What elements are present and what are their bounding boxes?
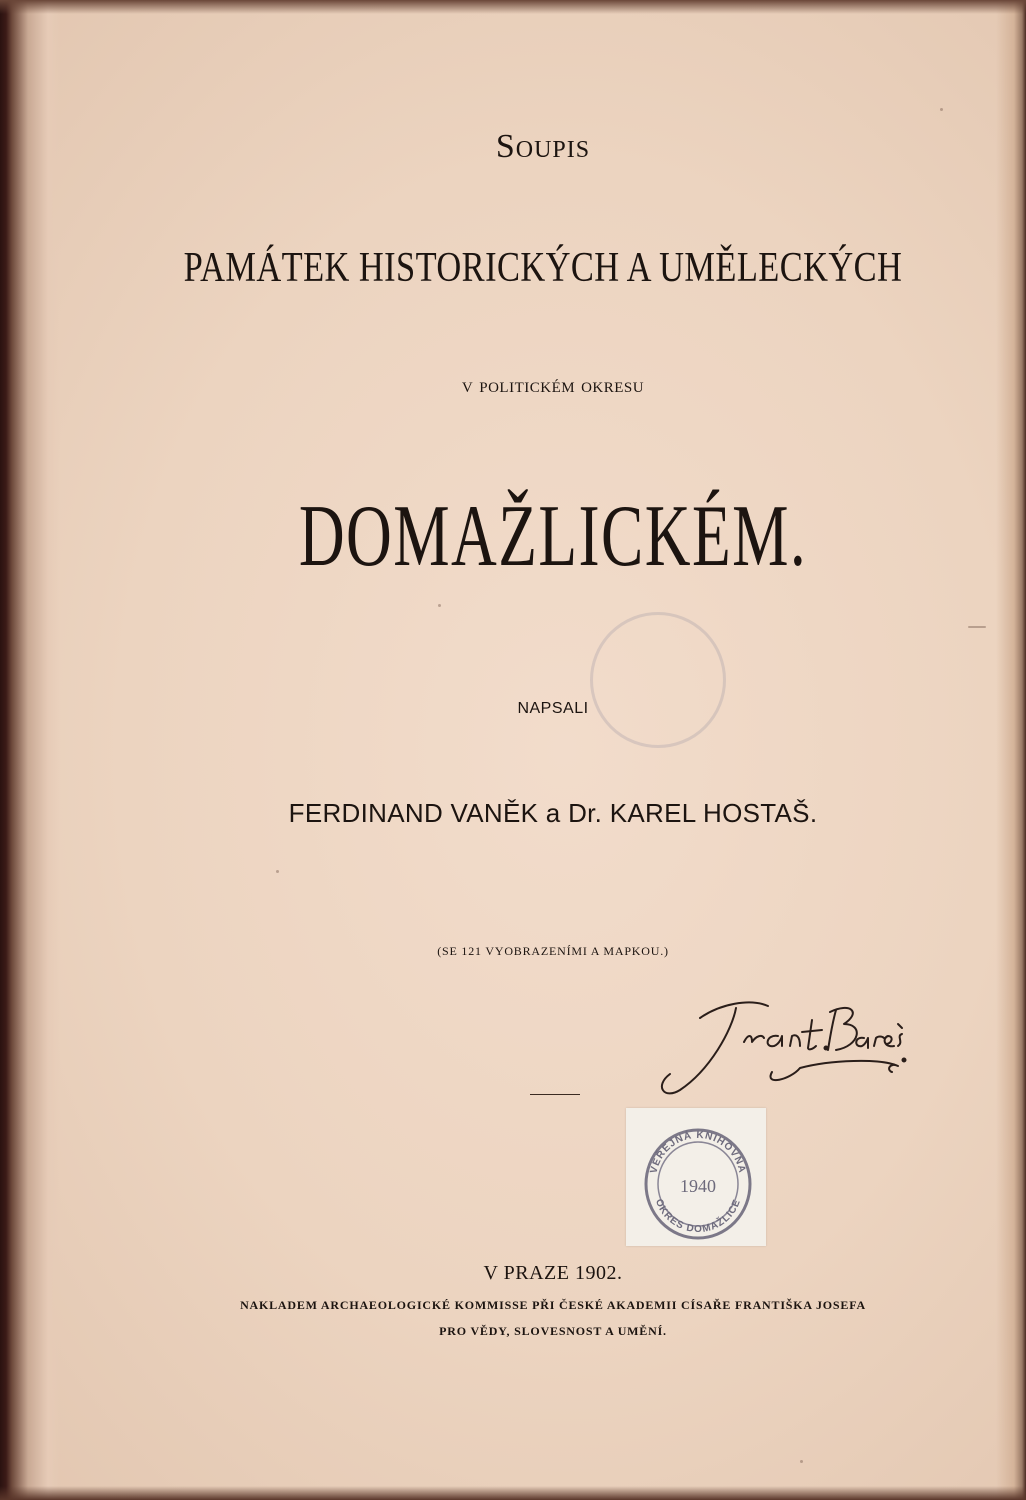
page-top-edge [0,0,1026,14]
svg-text:OKRES DOMAŽLICE: OKRES DOMAŽLICE [652,1197,744,1236]
paper-speck [940,108,943,111]
svg-text:VEŘEJNÁ KNIHOVNA: VEŘEJNÁ KNIHOVNA [648,1129,748,1175]
book-subtitle: PAMÁTEK HISTORICKÝCH A UMĚLECKÝCH [183,245,903,291]
district-name: DOMAŽLICKÉM. [298,488,808,585]
publisher-line-1: NAKLADEM ARCHAEOLOGICKÉ KOMMISSE PŘI ČESKÉ AKADEMII CÍSAŘE FRANTIŠKA JOSEFA [240,1298,866,1312]
authors-label: NAPSALI [517,700,589,717]
place-and-year: V PRAZE 1902. [483,1262,623,1284]
paper-speck [276,870,279,873]
authors-names: FERDINAND VANĚK a Dr. KAREL HOSTAŠ. [288,798,818,828]
handwritten-signature [640,990,910,1115]
publisher-line-2: PRO VĚDY, SLOVESNOST A UMĚNÍ. [439,1324,667,1338]
library-stamp-year: 1940 [680,1176,716,1196]
page-bottom-edge [0,1486,1026,1500]
faint-stamp-mark [590,612,726,748]
library-label [626,1108,766,1246]
paper-speck [800,1460,803,1463]
series-title: Soupis [495,128,591,165]
paper-speck [968,626,986,628]
illustrations-note: (SE 121 VYOBRAZENÍMI A MAPKOU.) [437,944,669,958]
district-intro: v politickém okresu [461,372,645,397]
paper-speck [438,604,441,607]
short-divider [530,1094,580,1095]
library-stamp [626,1108,766,1246]
